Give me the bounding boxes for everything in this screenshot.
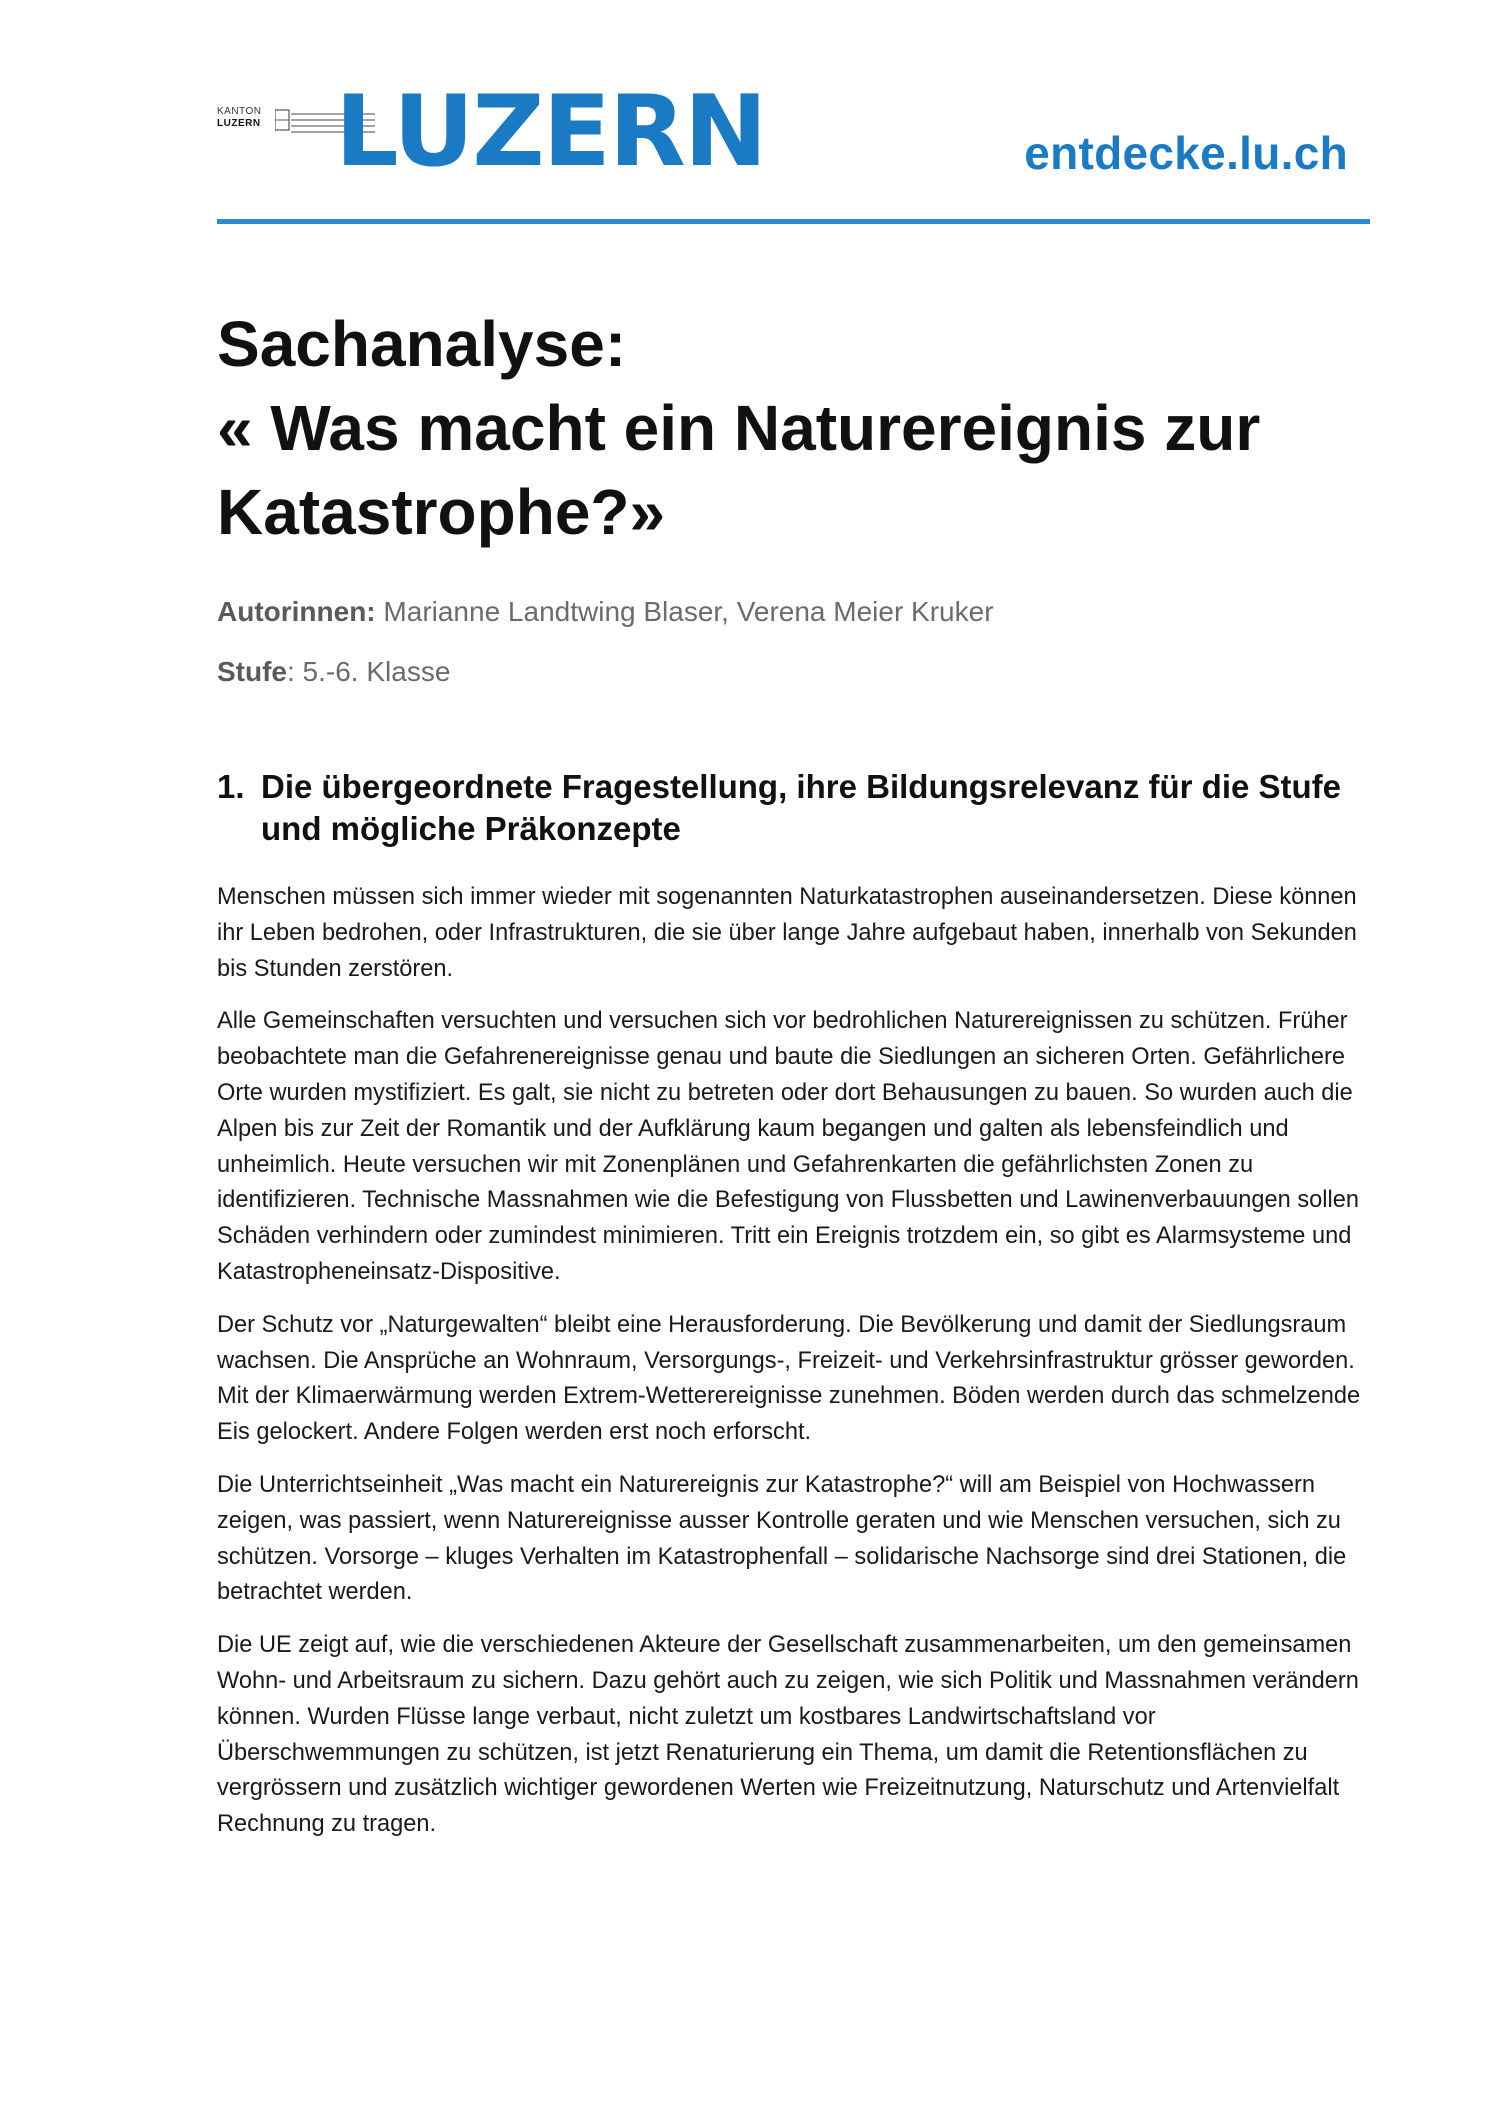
authors-value: Marianne Landtwing Blaser, Verena Meier Kruker [375,596,994,627]
level-label: Stufe [217,656,287,687]
title-line-1: Sachanalyse: [217,308,627,380]
kanton-label-line1: KANTON [217,106,262,117]
kanton-luzern-logo [217,75,777,189]
section-body [217,880,1367,1860]
section-heading-text: Die übergeordnete Fragestellung, ihre Bildungsrelevanz für die Stufe und mögliche Präkonzepte [261,768,1342,847]
paragraph: Alle Gemeinschaften versuchten und versuchen sich vor bedrohlichen Naturereignissen zu schützen. Früher beobachtete man die Gefahrenereignisse genau und baute die Siedlungen an sicheren Orten. Gefährlichere Orte wurden mystifiziert. Es galt, sie nicht zu betreten oder dort Behausungen zu bauen. So wurden auch die Alpen bis zur Zeit der Romantik und der Aufklärung kaum begangen und galten als lebensfeindlich und unheimlich. Heute versuchen wir mit Zonenplänen und Gefahrenkarten die gefährlichsten Zonen zu identifizieren. Technische Massnahmen wie die Befestigung von Flussbetten und Lawinenverbauungen sollen Schäden verhindern oder zumindest minimieren. Tritt ein Ereignis trotzdem ein, so gibt es Alarmsysteme und Katastropheneinsatz-Dispositive. [217,1008,1359,1285]
kanton-label [217,106,262,130]
kanton-label-line2: LUZERN [217,118,261,129]
logo-wordmark: LUZERN [335,75,766,189]
paragraph: Menschen müssen sich immer wieder mit sogenannten Naturkatastrophen auseinandersetzen. Diese können ihr Leben bedrohen, oder Infrastrukturen, die sie über lange Jahre aufgebaut haben, innerhalb von Sekunden bis Stunden zerstören. [217,884,1357,982]
authors-label: Autorinnen: [217,596,376,627]
document-title [217,302,1337,554]
section-number: 1. [217,768,245,805]
page-header [217,75,1370,228]
paragraph: Die UE zeigt auf, wie die verschiedenen Akteure der Gesellschaft zusammenarbeiten, um den gemeinsamen Wohn- und Arbeitsraum zu sichern. Dazu gehört auch zu zeigen, wie sich Politik und Massnahmen verändern können. Wurden Flüsse lange verbaut, nicht zuletzt um kostbares Landwirtschaftsland vor Überschwemmungen zu schützen, ist jetzt Renaturierung ein Thema, um damit die Retentionsflächen zu vergrössern und zusätzlich wichtiger gewordenen Werten wie Freizeitnutzung, Naturschutz und Artenvielfalt Rechnung zu tragen. [217,1632,1359,1838]
title-line-2: « Was macht ein Naturereignis zur [217,392,1261,464]
paragraph: Die Unterrichtseinheit „Was macht ein Naturereignis zur Katastrophe?“ will am Beispiel von Hochwassern zeigen, was passiert, wenn Naturereignisse ausser Kontrolle geraten und wie Menschen versuchen, sich zu schützen. Vorsorge – kluges Verhalten im Katastrophenfall – solidarische Nachsorge sind drei Stationen, die betrachtet werden. [217,1471,1347,1606]
level-line [217,656,450,688]
level-value: : 5.-6. Klasse [287,656,451,687]
authors-line [217,596,994,628]
header-divider [217,219,1370,224]
site-url[interactable]: entdecke.lu.ch [1024,127,1348,179]
paragraph: Der Schutz vor „Naturgewalten“ bleibt eine Herausforderung. Die Bevölkerung und damit der Siedlungsraum wachsen. Die Ansprüche an Wohnraum, Versorgungs-, Freizeit- und Verkehrsinfrastruktur grösser geworden. Mit der Klimaerwärmung werden Extrem-Wetterereignisse zunehmen. Böden werden durch das schmelzende Eis gelockert. Andere Folgen werden erst noch erforscht. [217,1311,1361,1446]
title-line-3: Katastrophe?» [217,476,666,548]
section-heading [217,766,1367,850]
